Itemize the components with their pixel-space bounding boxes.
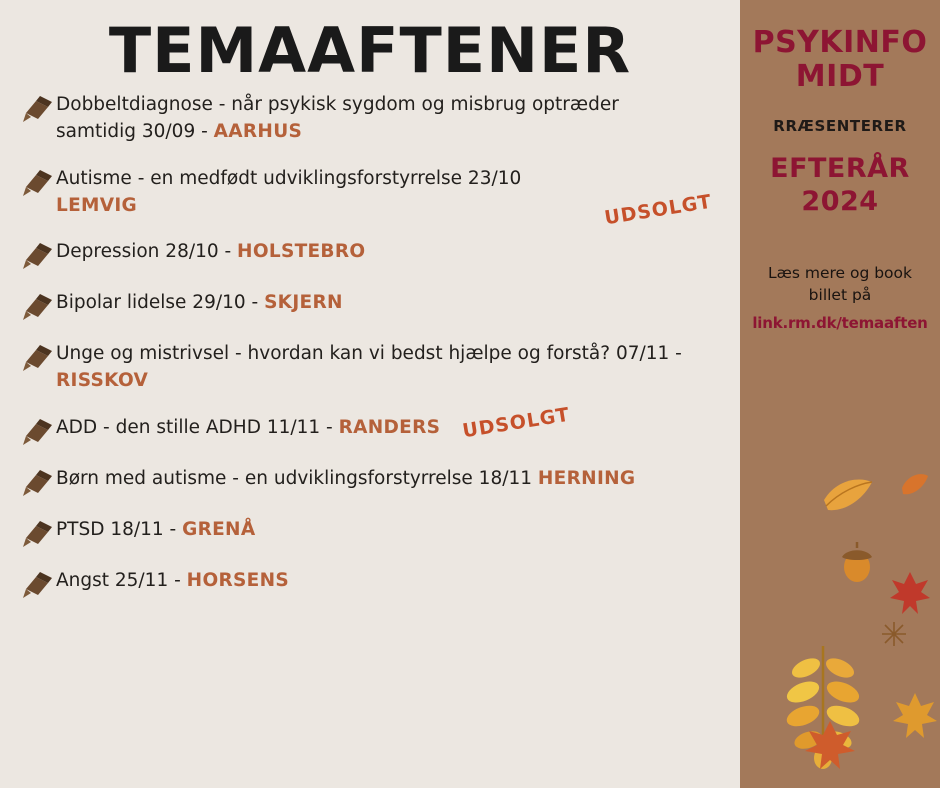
event-place: SKJERN <box>264 292 343 314</box>
event-text <box>56 91 696 146</box>
event-text <box>56 567 289 595</box>
list-item <box>22 516 730 548</box>
event-place: HERNING <box>537 467 636 489</box>
pushpin-icon <box>22 93 56 123</box>
event-title: Unge og mistrivsel - hvordan kan vi bedst hjælpe og forstå? 07/11 - <box>56 343 682 365</box>
event-place: AARHUS <box>213 120 303 142</box>
event-text <box>56 414 440 442</box>
event-place: RANDERS <box>338 416 441 438</box>
event-place: GRENÅ <box>182 518 256 540</box>
event-text <box>56 465 635 493</box>
event-title: Autisme - en medfødt udviklingsforstyrrelse 23/10 <box>56 167 522 189</box>
season-label <box>750 153 930 218</box>
event-text <box>56 516 255 544</box>
poster-sidebar <box>740 0 940 788</box>
pushpin-icon <box>22 342 56 372</box>
event-text <box>56 238 365 266</box>
presents-label: RRÆSENTERER <box>773 117 907 136</box>
event-place: RISSKOV <box>56 370 149 392</box>
list-item <box>22 238 730 270</box>
leaf-icon <box>900 470 930 498</box>
list-item <box>22 91 730 146</box>
event-title: PTSD 18/11 - <box>56 518 183 540</box>
pushpin-icon <box>22 569 56 599</box>
compound-leaf-icon <box>778 640 868 770</box>
maple-leaf-icon <box>802 718 858 772</box>
page-title: TEMAAFTENER <box>108 14 632 87</box>
leaf-icon <box>820 470 876 516</box>
event-place: HORSENS <box>186 569 289 591</box>
pushpin-icon <box>22 167 56 197</box>
pushpin-icon <box>22 467 56 497</box>
list-item <box>22 465 730 497</box>
brand-line-1: PSYKINFO <box>752 25 928 60</box>
pushpin-icon <box>22 240 56 270</box>
event-title: Bipolar lidelse 29/10 - <box>56 292 265 314</box>
brand-line-2: MIDT <box>795 58 885 94</box>
sold-out-badge: UDSOLGT <box>460 403 572 443</box>
event-title: Depression 28/10 - <box>56 241 238 263</box>
season-line-1: EFTERÅR <box>770 153 910 185</box>
event-list <box>0 91 740 599</box>
brand-name <box>750 26 930 93</box>
pushpin-icon <box>22 416 56 446</box>
season-line-2: 2024 <box>801 185 879 217</box>
list-item <box>22 289 730 321</box>
seed-pod-icon <box>880 620 908 648</box>
acorn-icon <box>835 540 879 584</box>
booking-link[interactable]: link.rm.dk/temaaften <box>752 313 928 332</box>
event-title: Dobbeltdiagnose - når psykisk sygdom og misbrug optræder samtidig 30/09 - <box>56 94 619 142</box>
maple-leaf-icon <box>890 690 940 742</box>
maple-leaf-icon <box>888 570 932 618</box>
event-place: HOLSTEBRO <box>237 241 366 263</box>
event-title: Angst 25/11 - <box>56 569 187 591</box>
list-item <box>22 403 730 446</box>
event-place: LEMVIG <box>56 194 138 216</box>
event-text <box>56 165 521 220</box>
pushpin-icon <box>22 291 56 321</box>
pushpin-icon <box>22 518 56 548</box>
list-item <box>22 340 730 395</box>
event-title: Børn med autisme - en udviklingsforstyrrelse 18/11 <box>56 467 538 489</box>
booking-info: Læs mere og book billet på <box>767 263 913 305</box>
event-text <box>56 289 343 317</box>
list-item <box>22 567 730 599</box>
sold-out-badge: UDSOLGT <box>602 190 714 230</box>
event-title: ADD - den stille ADHD 11/11 - <box>56 416 339 438</box>
list-item <box>22 165 730 230</box>
event-text <box>56 340 696 395</box>
